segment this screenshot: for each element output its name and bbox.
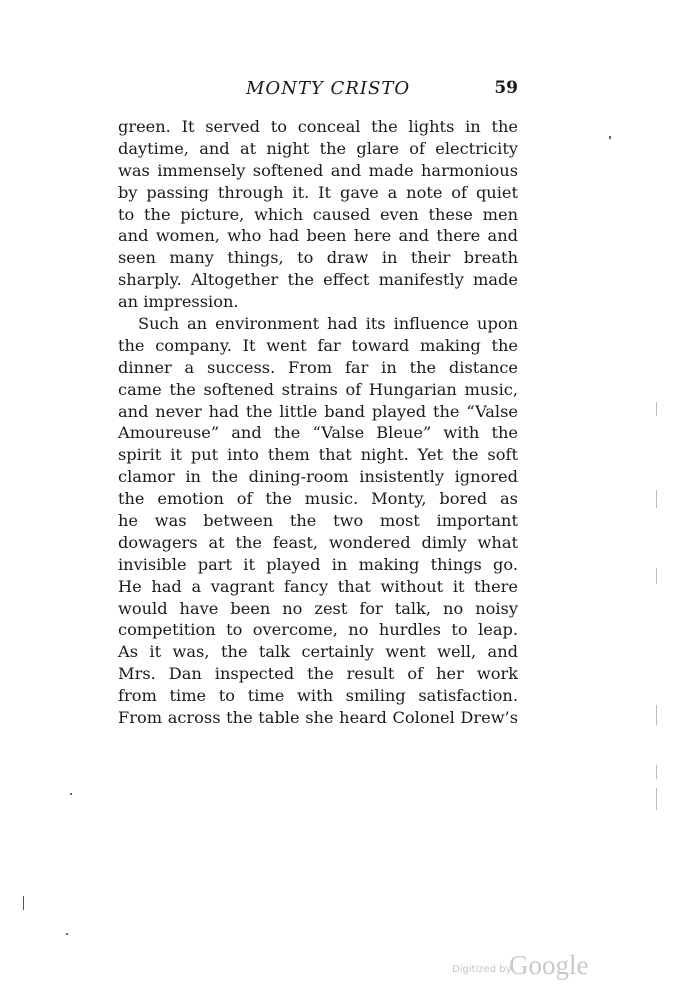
- digitized-by-label: Digitized by: [452, 964, 512, 975]
- scan-speck: [656, 705, 657, 725]
- page-number: 59: [494, 78, 518, 98]
- scan-speck: [66, 933, 68, 935]
- digitized-by-google-watermark: [452, 950, 602, 986]
- text-line: Amoureuse” and the “Valse Bleue” with the: [118, 423, 518, 443]
- text-line: From across the table she heard Colonel Drew’s: [118, 708, 518, 728]
- text-line: the company. It went far toward making the: [118, 335, 518, 355]
- body-text: [118, 116, 518, 729]
- scan-speck: [70, 793, 72, 795]
- scan-speck: [23, 896, 24, 910]
- paragraph-start-line: Such an environment had its influence upon: [138, 314, 518, 334]
- running-title: MONTY CRISTO: [246, 78, 411, 99]
- text-line: and never had the little band played the “Valse: [118, 401, 518, 421]
- google-logo: Google: [509, 950, 589, 980]
- text-line: competition to overcome, no hurdles to leap.: [118, 620, 518, 640]
- text-line: clamor in the dining-room insistently ignored: [118, 467, 518, 487]
- text-line: and women, who had been here and there and: [118, 226, 518, 246]
- text-line: invisible part it played in making things go.: [118, 554, 518, 574]
- text-line: to the picture, which caused even these men: [118, 204, 518, 224]
- scan-speck: [656, 788, 657, 810]
- text-line: daytime, and at night the glare of electricity: [118, 138, 518, 158]
- text-line: Mrs. Dan inspected the result of her work: [118, 664, 518, 684]
- text-line: green. It served to conceal the lights in the: [118, 117, 518, 136]
- text-line: by passing through it. It gave a note of quiet: [118, 182, 518, 202]
- text-line: He had a vagrant fancy that without it there: [118, 576, 518, 596]
- text-line: seen many things, to draw in their breath: [118, 248, 518, 268]
- text-line: came the softened strains of Hungarian music,: [118, 379, 518, 399]
- text-line: was immensely softened and made harmonious: [118, 160, 518, 180]
- text-line: from time to time with smiling satisfaction.: [118, 686, 518, 706]
- scan-speck: [609, 136, 611, 139]
- text-line: dinner a success. From far in the distance: [118, 357, 518, 377]
- scan-speck: [656, 765, 657, 779]
- text-line: he was between the two most important: [118, 511, 518, 531]
- scan-speck: [656, 490, 657, 508]
- running-head: [118, 78, 518, 102]
- text-line: As it was, the talk certainly went well, and: [118, 642, 518, 662]
- text-line: dowagers at the feast, wondered dimly what: [118, 532, 518, 552]
- text-line: the emotion of the music. Monty, bored as: [118, 489, 518, 509]
- paragraph-end-line: an impression.: [118, 292, 239, 312]
- scan-speck: [656, 402, 657, 416]
- text-line: would have been no zest for talk, no noisy: [118, 598, 518, 618]
- text-line: sharply. Altogether the effect manifestly made: [118, 270, 518, 290]
- scan-speck: [656, 568, 657, 584]
- text-line: spirit it put into them that night. Yet the soft: [118, 445, 518, 465]
